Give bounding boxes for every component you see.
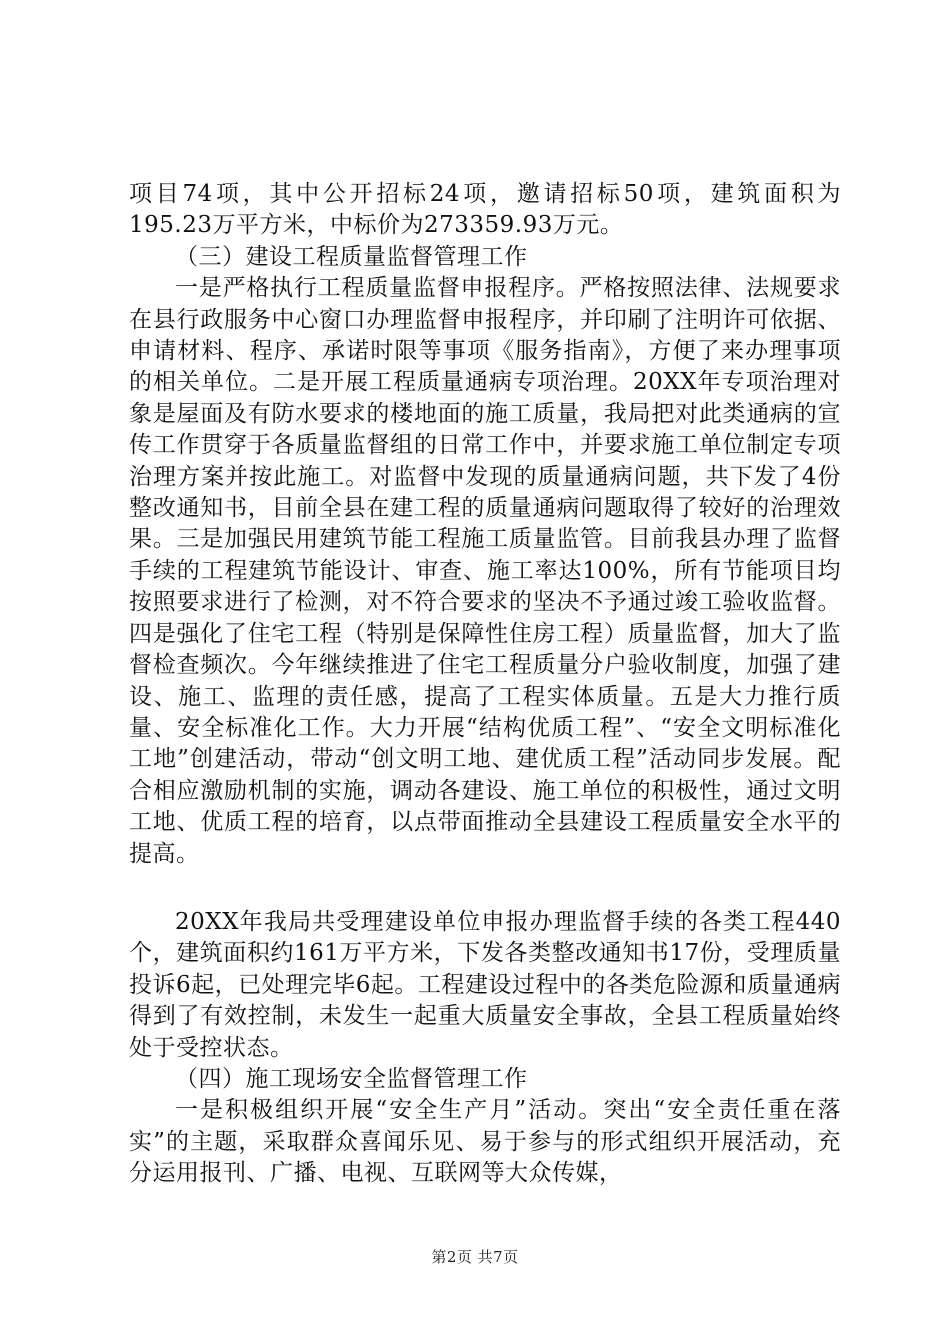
page-number-footer: 第2页 共7页: [431, 1248, 519, 1266]
section-heading-3: （三）建设工程质量监督管理工作: [175, 243, 528, 270]
body-text-lower: [129, 907, 841, 1190]
paragraph-safety-month: 一是积极组织开展“安全生产月”活动。突出“安全责任重在落实”的主题，采取群众喜闻乐见、易于参与的形式组织开展活动，充分运用报刊、广播、电视、互联网等大众传媒，: [129, 1097, 841, 1187]
section-heading-4: （四）施工现场安全监督管理工作: [175, 1066, 528, 1093]
paragraph-continuation: 项目74项，其中公开招标24项，邀请招标50项，建筑面积为195.23万平方米，中标价为273359.93万元。: [129, 181, 841, 239]
paragraph-quality-supervision: 一是严格执行工程质量监督申报程序。严格按照法律、法规要求在县行政服务中心窗口办理监督申报程序，并印刷了注明许可依据、申请材料、程序、承诺时限等事项《服务指南》，方便了来办理事项的相关单位。二是开展工程质量通病专项治理。20XX年专项治理对象是屋面及有防水要求的楼地面的施工质量，我局把对此类通病的宣传工作贯穿于各质量监督组的日常工作中，并要求施工单位制定专项治理方案并按此施工。对监督中发现的质量通病问题，共下发了4份整改通知书，目前全县在建工程的质量通病问题取得了较好的治理效果。三是加强民用建筑节能工程施工质量监管。目前我县办理了监督手续的工程建筑节能设计、审查、施工率达100%，所有节能项目均按照要求进行了检测，对不符合要求的坚决不予通过竣工验收监督。四是强化了住宅工程（特别是保障性住房工程）质量监督，加大了监督检查频次。今年继续推进了住宅工程质量分户验收制度，加强了建设、施工、监理的责任感，提高了工程实体质量。五是大力推行质量、安全标准化工作。大力开展“结构优质工程”、“安全文明标准化工地”创建活动，带动“创文明工地、建优质工程”活动同步发展。配合相应激励机制的实施，调动各建设、施工单位的积极性，通过文明工地、优质工程的培育，以点带面推动全县建设工程质量安全水平的提高。: [129, 275, 841, 867]
paragraph-annual-summary: 20XX年我局共受理建设单位申报办理监督手续的各类工程440个，建筑面积约161万平方米，下发各类整改通知书17份，受理质量投诉6起，已处理完毕6起。工程建设过程中的各类危险源和质量通病得到了有效控制，未发生一起重大质量安全事故，全县工程质量始终处于受控状态。: [129, 909, 841, 1061]
body-text-upper: [129, 179, 841, 870]
